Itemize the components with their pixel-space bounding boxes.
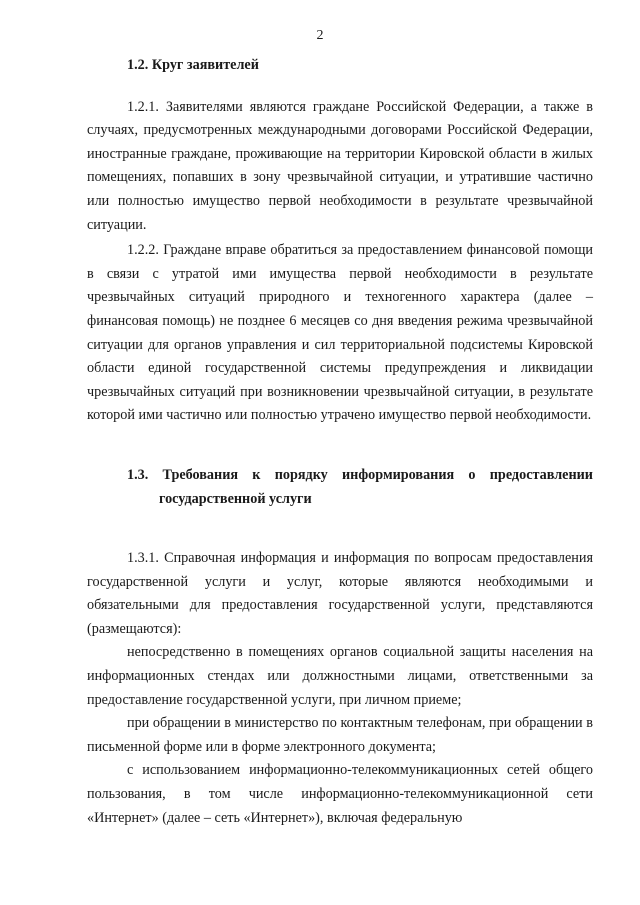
section-1-2-heading: 1.2. Круг заявителей <box>127 57 259 73</box>
paragraph-in-premises: непосредственно в помещениях органов социальной защиты населения на информационных стендах или должностными лицами, ответственными за предоставление государственной услуги, при личном приеме; <box>87 644 593 708</box>
section-1-3-heading <box>87 464 593 511</box>
page-number: 2 <box>316 28 324 43</box>
paragraph-1-2-1: 1.2.1. Заявителями являются граждане Российской Федерации, а также в случаях, предусмотренных международными договорами Российской Федерации, иностранные граждане, проживающие на территории Кировской области в жилых помещениях, попавших в зону чрезвычайной ситуации, и утратившие частично или полностью имущество первой необходимости в результате чрезвычайной ситуации. <box>87 98 593 233</box>
section-1-3-heading-line1: 1.3. Требования к порядку информирования о предоставлении <box>127 466 593 483</box>
paragraph-via-internet: с использованием информационно-телекоммуникационных сетей общего пользования, в том числе информационно-телекоммуникационной сети «Интернет» (далее – сеть «Интернет»), включая федеральную <box>87 762 593 826</box>
paragraph-1-3-1: 1.3.1. Справочная информация и информация по вопросам предоставления государственной услуги и услуг, которые являются необходимыми и обязательными для предоставления государственной услуги, представляются (размещаются): <box>87 550 593 637</box>
document-body <box>87 54 593 830</box>
paragraph-by-phone: при обращении в министерство по контактным телефонам, при обращении в письменной форме или в форме электронного документа; <box>87 715 593 755</box>
paragraph-1-2-2: 1.2.2. Граждане вправе обратиться за предоставлением финансовой помощи в связи с утратой ими имущества первой необходимости в результате чрезвычайных ситуаций природного и техногенного характера (далее – финансовая помощь) не позднее 6 месяцев со дня введения режима чрезвычайной ситуации для органов управления и сил территориальной подсистемы Кировской области единой государственной системы предупреждения и ликвидации чрезвычайных ситуаций при возникновении чрезвычайной ситуации, в результате которой ими частично или полностью утрачено имущество первой необходимости. <box>87 242 593 424</box>
section-1-3-heading-line2: государственной услуги <box>159 490 312 507</box>
